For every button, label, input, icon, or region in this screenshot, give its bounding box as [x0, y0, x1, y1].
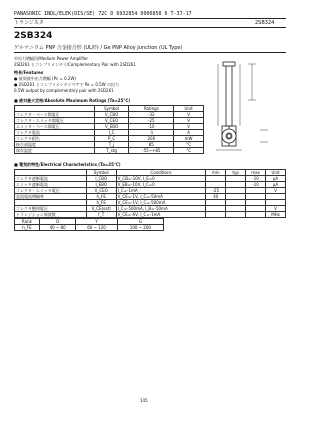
conditions-cell: I_C=-500mA, I_B=-50mA: [116, 206, 206, 212]
param-cell: エミッタ遮断電流: [15, 182, 87, 188]
max-cell: [246, 212, 266, 218]
unit-cell: MHz: [266, 212, 286, 218]
max-cell: -10: [246, 182, 266, 188]
typ-cell: [226, 212, 246, 218]
param-cell: コレクタ・エミッタ電圧: [15, 188, 87, 194]
header-cell: Unit: [174, 106, 204, 112]
table-row: [15, 148, 204, 154]
unit-cell: A: [174, 130, 204, 136]
rank-value-cell: 60 ~ 120: [76, 225, 117, 231]
elec-char-table: [14, 169, 286, 218]
conditions-cell: V_EB=-10V, I_C=0: [116, 182, 206, 188]
features-title: 特長/Features: [14, 70, 44, 75]
symbol-cell: h_FE: [86, 200, 116, 206]
hfe-rank-table: [14, 218, 164, 231]
rank-label-cell: h_FE: [15, 225, 40, 231]
conditions-cell: V_CE=-1V, I_C=-50mA: [116, 194, 206, 200]
value-cell: 200: [129, 136, 174, 142]
header-part-number: 2SB324: [255, 20, 275, 26]
header-cell: Y: [76, 219, 117, 225]
param-cell: 直流電流増幅率: [15, 194, 87, 200]
param-cell: コレクタ・エミッタ間電圧: [15, 118, 95, 124]
param-cell: 接合部温度: [15, 142, 95, 148]
header-cell: typ: [226, 170, 246, 176]
conditions-cell: V_CB=-10V, I_E=0: [116, 176, 206, 182]
header-cell: Symbol: [94, 106, 129, 112]
header-cell: Symbol: [86, 170, 116, 176]
header-cell: Ratings: [129, 106, 174, 112]
min-cell: -25: [206, 188, 226, 194]
unit-cell: μA: [266, 176, 286, 182]
abs-max-table: [14, 105, 204, 154]
title-rule: [14, 52, 286, 53]
symbol-cell: V_EBO: [94, 124, 129, 130]
header-cell: Rank: [15, 219, 40, 225]
param-cell: コレクタ電流: [15, 130, 95, 136]
header-cell: min: [206, 170, 226, 176]
package-outline-drawing: [212, 60, 274, 162]
unit-cell: μA: [266, 182, 286, 188]
value-cell: 85: [129, 142, 174, 148]
category-label: トランジスタ: [14, 20, 44, 26]
application-line-1: 中出力増幅用/Medium Power Amplifier: [14, 56, 88, 61]
symbol-cell: P_C: [94, 136, 129, 142]
param-cell: コレクタ飽和電圧: [15, 206, 87, 212]
symbol-cell: h_FE: [86, 194, 116, 200]
symbol-cell: V_CEO: [86, 188, 116, 194]
symbol-cell: V_CE(sat): [86, 206, 116, 212]
symbol-cell: V_CEO: [94, 118, 129, 124]
page-subtitle: ゲルマニウム PNP 合金接合形 (UL形) / Ge PNP Alloy Junction (UL Type): [14, 45, 183, 51]
header-cell: max: [246, 170, 266, 176]
header-code-line: PANASONIC INDL/ELEK(DIS/SE) 72C D 6932854 0006858 6 T-37-17: [14, 11, 192, 17]
conditions-cell: I_C=-1mA: [116, 188, 206, 194]
application-line-2: 2SD261 とコンプリメンタリ/Complementary Pair with 2SD261: [14, 62, 136, 67]
symbol-cell: I_EBO: [86, 182, 116, 188]
param-cell: コレクタ損失: [15, 136, 95, 142]
unit-cell: V: [266, 206, 286, 212]
param-cell: コレクタ・ベース間電圧: [15, 112, 95, 118]
table-row: [15, 212, 286, 218]
elec-char-title: ■ 電気的特性/Electrical Characteristics (Ta=25°C): [14, 162, 121, 167]
min-cell: 40: [206, 194, 226, 200]
param-cell: トランジション周波数: [15, 212, 87, 218]
symbol-cell: f_T: [86, 212, 116, 218]
rank-value-cell: 40 ~ 80: [39, 225, 76, 231]
param-cell: 保存温度: [15, 148, 95, 154]
abs-max-title: ■ 絶対最大定格/Absolute Maximum Ratings (Ta=25°C): [14, 98, 131, 103]
header-cell: Unit: [266, 170, 286, 176]
page-number: 145: [140, 398, 148, 403]
rank-value-cell: 100 ~ 200: [117, 225, 163, 231]
symbol-cell: I_CBO: [86, 176, 116, 182]
unit-cell: V: [266, 188, 286, 194]
param-cell: エミッタ・ベース間電圧: [15, 124, 95, 130]
header-rule: [14, 18, 286, 19]
unit-cell: mW: [174, 136, 204, 142]
feature-item-1: ● 低周波中出力増幅 (Pc = 0.2W): [14, 76, 76, 81]
param-cell: コレクタ遮断電流: [15, 176, 87, 182]
unit-cell: °C: [174, 148, 204, 154]
unit-cell: V: [174, 112, 204, 118]
conditions-cell: V_CE=-1V, I_C=-500mA: [116, 200, 206, 206]
header-cell: O: [39, 219, 76, 225]
symbol-cell: T_stg: [94, 148, 129, 154]
conditions-cell: V_CE=-6V, I_C=-1mA: [116, 212, 206, 218]
value-cell: -10: [129, 124, 174, 130]
value-cell: -1: [129, 130, 174, 136]
feature-item-3: 0.5W output by complementary pair with 2SD261: [14, 88, 114, 93]
symbol-cell: T_j: [94, 142, 129, 148]
value-cell: -32: [129, 112, 174, 118]
min-cell: [206, 212, 226, 218]
unit-cell: V: [174, 118, 204, 124]
symbol-cell: I_C: [94, 130, 129, 136]
feature-item-2: ● 2SD261 とコンプリメンタリペアで Po = 0.5W の出力: [14, 82, 119, 87]
table-row: [15, 225, 164, 231]
page-title: 2SB324: [14, 31, 53, 41]
unit-cell: V: [174, 124, 204, 130]
header-rule-thick: [14, 27, 286, 28]
value-cell: -25: [129, 118, 174, 124]
header-cell: G: [117, 219, 163, 225]
value-cell: -55~+85: [129, 148, 174, 154]
header-cell: Conditions: [116, 170, 206, 176]
symbol-cell: V_CBO: [94, 112, 129, 118]
max-cell: -10: [246, 176, 266, 182]
unit-cell: °C: [174, 142, 204, 148]
